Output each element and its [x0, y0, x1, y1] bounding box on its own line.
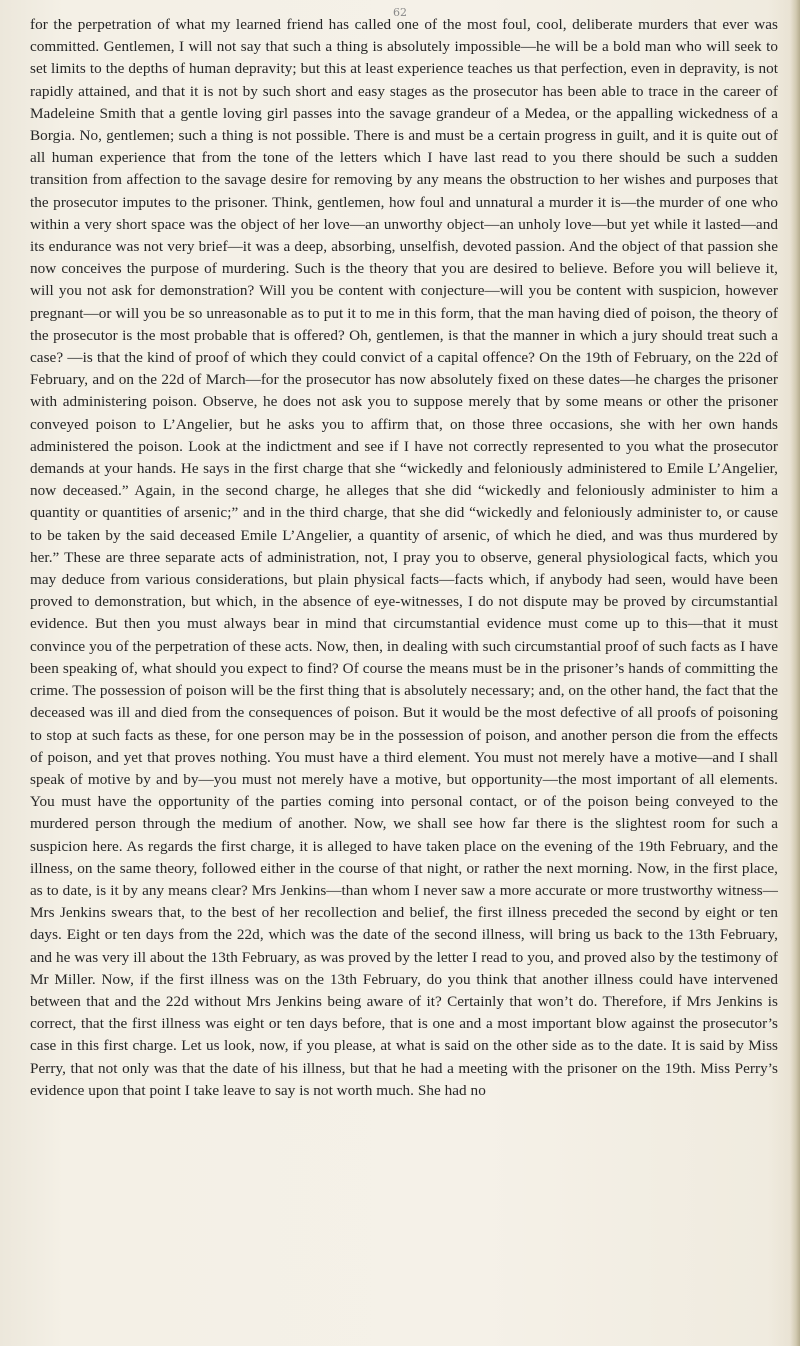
page-edge-shadow [790, 0, 800, 1346]
body-paragraph: for the perpetration of what my learned friend has called one of the most foul, cool, deliberate murders that ever was committed. Gentlemen, I will not say that such a thing is absolutely impossible—he will be a bold man who will seek to set limits to the depths of human depravity; but this at least experience teaches us that perfection, even in depravity, is not rapidly attained, and that it is not by such short and easy stages as the prosecutor has been able to trace in the career of Madeleine Smith that a gentle loving girl passes into the savage grandeur of a Medea, or the appalling wickedness of a Borgia. No, gentlemen; such a thing is not possible. There is and must be a certain progress in guilt, and it is quite out of all human experience that from the tone of the letters which I have last read to you there should be such a sudden transition from affection to the savage desire for removing by any means the obstruction to her wishes and purposes that the prosecutor imputes to the prisoner. Think, gentlemen, how foul and unnatural a murder it is—the murder of one who within a very short space was the object of her love—an unworthy object—an unholy love—but yet while it lasted—and its endurance was not very brief—it was a deep, absorbing, unselfish, devoted passion. And the object of that passion she now conceives the purpose of murdering. Such is the theory that you are desired to believe. Before you will believe it, will you not ask for demonstration? Will you be content with conjecture—will you be content with suspicion, however pregnant—or will you be so unreasonable as to put it to me in this form, that the man having died of poison, the theory of the prosecutor is the most probable that is offered? Oh, gentlemen, is that the manner in which a jury should treat such a case? —is that the kind of proof of which they could convict of a capital offence? On the 19th of February, on the 22d of February, and on the 22d of March—for the prosecutor has now absolutely fixed on these dates—he charges the prisoner with administering poison. Observe, he does not ask you to suppose merely that by some means or other the prisoner conveyed poison to L’Angelier, but he asks you to affirm that, on those three occasions, she with her own hands administered the poison. Look at the indictment and see if I have not correctly represented to you what the prosecutor demands at your hands. He says in the first charge that she “wickedly and feloniously administered to Emile L’Angelier, now deceased.” Again, in the second charge, he alleges that she did “wickedly and feloniously administer to him a quantity or quantities of arsenic;” and in the third charge, that she did “wickedly and feloniously administer to, or cause to be taken by the said deceased Emile L’Angelier, a quantity of arsenic, of which he died, and was thus murdered by her.” These are three separate acts of administration, not, I pray you to observe, general physiological facts, which you may deduce from various considerations, but plain physical facts—facts which, if anybody had seen, would have been proved to demonstration, but which, in the absence of eye-witnesses, I do not dispute may be proved by circumstantial evidence. But then you must always bear in mind that circumstantial evidence must come up to this—that it must convince you of the perpetration of these acts. Now, then, in dealing with such circumstantial proof of such facts as I have been speaking of, what should you expect to find? Of course the means must be in the prisoner’s hands of committing the crime. The possession of poison will be the first thing that is absolutely necessary; and, on the other hand, the fact that the deceased was ill and died from the consequences of poison. But it would be the most defective of all proofs of poisoning to stop at such facts as these, for one person may be in the possession of poison, and another person die from the effects of poison, and yet that proves nothing. You must have a third element. You must not merely have a motive—and I shall speak of motive by and by—you must not merely have a motive, but opportunity—the most important of all elements. You must have the opportunity of the parties coming into personal contact, or of the poison being conveyed to the murdered person through the medium of another. Now, we shall see how far there is the slightest room for such a suspicion here. As regards the first charge, it is alleged to have taken place on the evening of the 19th February, and the illness, on the same theory, followed either in the course of that night, or rather the next morning. Now, in the first place, as to date, is it by any means clear? Mrs Jenkins—than whom I never saw a more accurate or more trustworthy witness—Mrs Jenkins swears that, to the best of her recollection and belief, the first illness preceded the second by eight or ten days. Eight or ten days from the 22d, which was the date of the second illness, will bring us back to the 13th February, and he was very ill about the 13th February, as was proved by the letter I read to you, and proved also by the testimony of Mr Miller. Now, if the first illness was on the 13th February, do you think that another illness could have intervened between that and the 22d without Mrs Jenkins being aware of it? Certainly that won’t do. Therefore, if Mrs Jenkins is correct, that the first illness was eight or ten days before, that is one and a most important blow against the prosecutor’s case in this first charge. Let us look, now, if you please, at what is said on the other side as to the date. It is said by Miss Perry, that not only was that the date of his illness, but that he had a meeting with the prisoner on the 19th. Miss Perry’s evidence upon that point I take leave to say is not worth much. She had no [30, 16, 778, 1099]
page-number: 62 [393, 6, 407, 19]
body-text-block [30, 14, 778, 1102]
